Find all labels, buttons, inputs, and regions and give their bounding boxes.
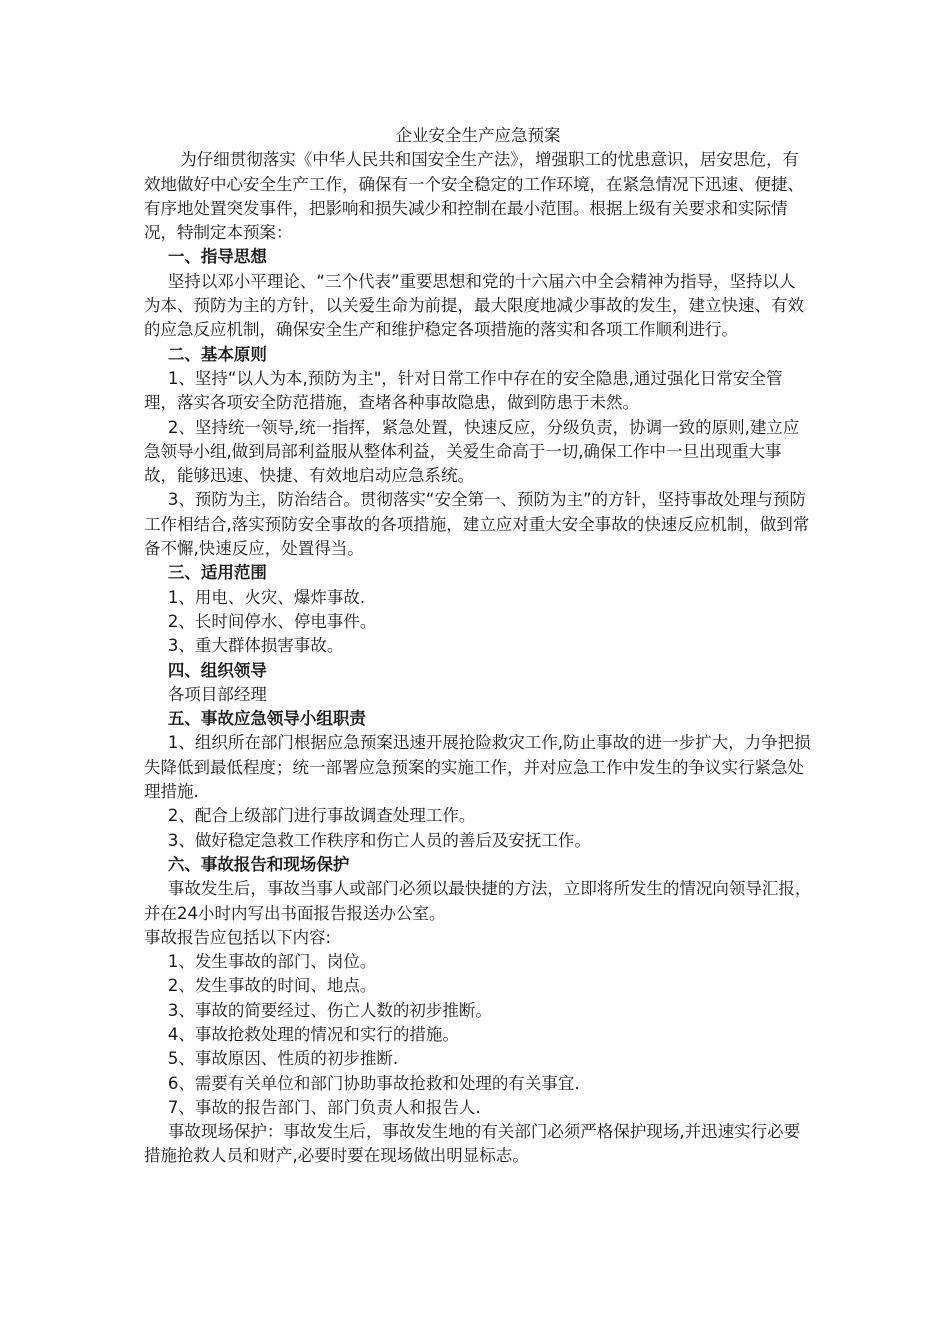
organization-paragraph: 各项目部经理 <box>167 684 267 704</box>
section-heading-scope: 三、适用范围 <box>167 563 267 583</box>
report-contents-intro: 事故报告应包括以下内容: <box>144 927 332 947</box>
document-title: 企业安全生产应急预案 <box>395 126 561 145</box>
scope-item: 3、重大群体损害事故。 <box>167 636 344 656</box>
report-item: 4、事故抢救处理的情况和实行的措施。 <box>167 1024 459 1044</box>
scope-item: 2、长时间停水、停电事件。 <box>167 611 377 631</box>
intro-paragraph: 为仔细贯彻落实《中华人民共和国安全生产法》，增强职工的忧患意识，居安思危，有效地做好中心安全生产工作，确保有一个安全稳定的工作环境，在紧急情况下迅速、便捷、有序地处置突发事件，把影响和损失减少和控制在最小范围。根据上级有关要求和实际情况，特制定本预案： <box>144 150 804 243</box>
section-heading-organization: 四、组织领导 <box>167 660 267 680</box>
report-item: 7、事故的报告部门、部门负责人和报告人. <box>167 1097 481 1117</box>
principle-paragraph: 2、坚持统一领导,统一指挥，紧急处置，快速反应，分级负责，协调一致的原则,建立应急领导小组,做到局部利益服从整体利益，关爱生命高于一切,确保工作中一旦出现重大事故，能够迅速、快捷、有效地启动应急系统。 <box>144 417 800 486</box>
section-heading-report-protection: 六、事故报告和现场保护 <box>167 854 350 874</box>
report-item: 3、事故的简要经过、伤亡人数的初步推断。 <box>167 1000 492 1020</box>
report-item: 5、事故原因、性质的初步推断. <box>167 1049 399 1069</box>
section-heading-guiding-thought: 一、指导思想 <box>167 247 267 267</box>
document-page <box>144 124 812 1169</box>
principle-paragraph: 3、预防为主，防治结合。贯彻落实“安全第一、预防为主”的方针，坚持事故处理与预防工作相结合,落实预防安全事故的各项措施，建立应对重大安全事故的快速反应机制，做到常备不懈,快速反应，处置得当。 <box>144 490 810 559</box>
report-item: 2、发生事故的时间、地点。 <box>167 976 377 996</box>
duty-paragraph: 1、组织所在部门根据应急预案迅速开展抢险救灾工作,防止事故的进一步扩大，力争把损失降低到最低程度；统一部署应急预案的实施工作，并对应急工作中发生的争议实行紧急处理措施. <box>144 733 811 802</box>
duty-paragraph: 2、配合上级部门进行事故调查处理工作。 <box>167 806 476 826</box>
report-paragraph: 事故发生后，事故当事人或部门必须以最快捷的方法，立即将所发生的情况向领导汇报，并在24小时内写出书面报告报送办公室。 <box>144 879 812 923</box>
report-item: 6、需要有关单位和部门协助事故抢救和处理的有关事宜. <box>167 1073 580 1093</box>
section-heading-basic-principles: 二、基本原则 <box>167 344 267 364</box>
scene-protection-paragraph: 事故现场保护：事故发生后，事故发生地的有关部门必须严格保护现场,并迅速实行必要措施抢救人员和财产,必要时要在现场做出明显标志。 <box>144 1122 801 1166</box>
duty-paragraph: 3、做好稳定急救工作秩序和伤亡人员的善后及安抚工作。 <box>167 830 591 850</box>
principle-paragraph: 1、坚持“以人为本,预防为主"，针对日常工作中存在的安全隐患,通过强化日常安全管理，落实各项安全防范措施，查堵各种事故隐患，做到防患于未然。 <box>144 368 783 413</box>
section-heading-duties: 五、事故应急领导小组职责 <box>167 709 366 729</box>
scope-item: 1、用电、火灾、爆炸事故. <box>167 587 366 607</box>
guiding-thought-paragraph: 坚持以邓小平理论、“三个代表”重要思想和党的十六届六中全会精神为指导，坚持以人为本、预防为主的方针，以关爱生命为前提，最大限度地减少事故的发生，建立快速、有效的应急反应机制，确保安全生产和维护稳定各项措施的落实和各项工作顺利进行。 <box>144 271 804 340</box>
report-item: 1、发生事故的部门、岗位。 <box>167 952 377 972</box>
